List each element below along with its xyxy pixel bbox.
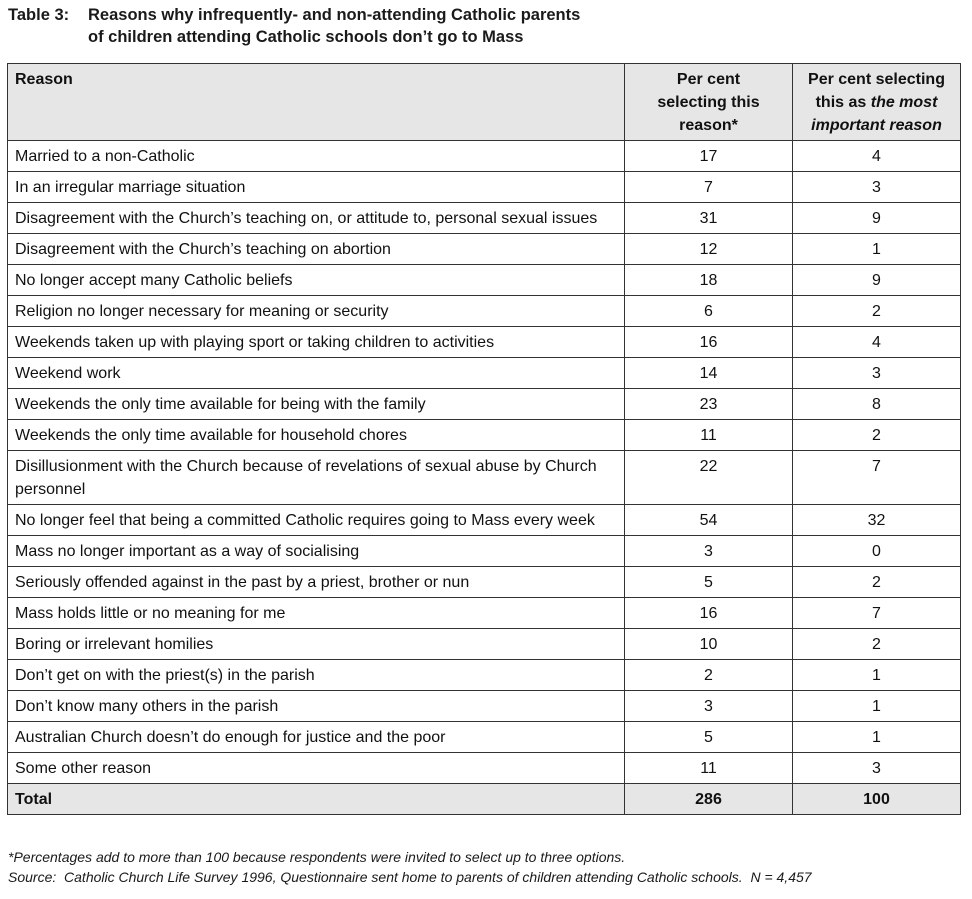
row-percent: 22 (625, 451, 793, 505)
row-reason: Disagreement with the Church’s teaching on abortion (8, 234, 625, 265)
row-reason: No longer feel that being a committed Catholic requires going to Mass every week (8, 505, 625, 536)
source-text: Catholic Church Life Survey 1996, Questionnaire sent home to parents of children attending Catholic schools. (64, 869, 743, 885)
row-most-important: 1 (793, 660, 961, 691)
row-percent: 23 (625, 389, 793, 420)
n-label: N (750, 869, 761, 885)
reasons-table (7, 63, 961, 815)
row-reason: Boring or irrelevant homilies (8, 629, 625, 660)
row-percent: 3 (625, 536, 793, 567)
table-row (8, 722, 961, 753)
total-most-important: 100 (793, 784, 961, 815)
row-reason: Australian Church doesn’t do enough for justice and the poor (8, 722, 625, 753)
table-row (8, 141, 961, 172)
row-reason: No longer accept many Catholic beliefs (8, 265, 625, 296)
row-reason: Weekends the only time available for household chores (8, 420, 625, 451)
row-percent: 5 (625, 722, 793, 753)
row-most-important: 2 (793, 567, 961, 598)
table-body (8, 141, 961, 784)
row-most-important: 4 (793, 141, 961, 172)
table-number: Table 3: (8, 6, 70, 24)
row-percent: 16 (625, 598, 793, 629)
table-row (8, 629, 961, 660)
row-reason: Mass no longer important as a way of socialising (8, 536, 625, 567)
header-percent-most-important (793, 64, 961, 141)
table-row (8, 660, 961, 691)
header-most-prefix: Per cent selecting this as (808, 71, 945, 111)
table-row (8, 172, 961, 203)
table-row (8, 265, 961, 296)
row-most-important: 0 (793, 536, 961, 567)
table-row (8, 536, 961, 567)
table-row (8, 567, 961, 598)
row-reason: Don’t know many others in the parish (8, 691, 625, 722)
row-most-important: 3 (793, 358, 961, 389)
table-row (8, 358, 961, 389)
row-reason: Some other reason (8, 753, 625, 784)
footnotes (8, 847, 812, 887)
header-row (8, 64, 961, 141)
table-row (8, 327, 961, 358)
header-reason: Reason (8, 64, 625, 141)
row-most-important: 32 (793, 505, 961, 536)
row-reason: Weekends taken up with playing sport or taking children to activities (8, 327, 625, 358)
row-percent: 14 (625, 358, 793, 389)
footnote-percentages: *Percentages add to more than 100 because respondents were invited to select up to three options. (8, 849, 626, 865)
row-reason: Religion no longer necessary for meaning or security (8, 296, 625, 327)
row-most-important: 1 (793, 691, 961, 722)
row-percent: 18 (625, 265, 793, 296)
row-percent: 2 (625, 660, 793, 691)
row-reason: Weekends the only time available for being with the family (8, 389, 625, 420)
row-percent: 16 (625, 327, 793, 358)
row-reason: Mass holds little or no meaning for me (8, 598, 625, 629)
row-most-important: 9 (793, 265, 961, 296)
table-row (8, 598, 961, 629)
source-label: Source: (8, 869, 57, 885)
row-most-important: 7 (793, 598, 961, 629)
row-percent: 11 (625, 420, 793, 451)
row-reason: In an irregular marriage situation (8, 172, 625, 203)
row-reason: Disagreement with the Church’s teaching on, or attitude to, personal sexual issues (8, 203, 625, 234)
row-percent: 10 (625, 629, 793, 660)
row-percent: 3 (625, 691, 793, 722)
row-most-important: 3 (793, 753, 961, 784)
row-percent: 12 (625, 234, 793, 265)
row-most-important: 2 (793, 420, 961, 451)
row-most-important: 7 (793, 451, 961, 505)
row-most-important: 8 (793, 389, 961, 420)
row-most-important: 4 (793, 327, 961, 358)
table-row (8, 203, 961, 234)
row-reason: Weekend work (8, 358, 625, 389)
row-most-important: 2 (793, 629, 961, 660)
n-value: = 4,457 (764, 869, 812, 885)
row-reason: Disillusionment with the Church because of revelations of sexual abuse by Church personnel (8, 451, 625, 505)
table-row (8, 389, 961, 420)
table-row (8, 505, 961, 536)
total-label: Total (8, 784, 625, 815)
total-row (8, 784, 961, 815)
row-most-important: 9 (793, 203, 961, 234)
row-percent: 11 (625, 753, 793, 784)
row-reason: Seriously offended against in the past by a priest, brother or nun (8, 567, 625, 598)
row-percent: 5 (625, 567, 793, 598)
row-reason: Don’t get on with the priest(s) in the parish (8, 660, 625, 691)
table-row (8, 234, 961, 265)
row-most-important: 1 (793, 234, 961, 265)
table-row (8, 753, 961, 784)
footnote-source (8, 867, 812, 887)
row-most-important: 1 (793, 722, 961, 753)
row-percent: 7 (625, 172, 793, 203)
header-percent-selecting (625, 64, 793, 141)
title-line-2: of children attending Catholic schools don’t go to Mass (88, 28, 524, 46)
header-percent-selecting-label: Per cent selecting this reason* (657, 71, 760, 134)
table-title (8, 4, 580, 48)
table-row (8, 691, 961, 722)
table-row (8, 296, 961, 327)
row-most-important: 2 (793, 296, 961, 327)
row-reason: Married to a non-Catholic (8, 141, 625, 172)
row-percent: 6 (625, 296, 793, 327)
title-line-1: Reasons why infrequently- and non-attending Catholic parents (88, 6, 581, 24)
table-row (8, 451, 961, 505)
header-most-italic: the most important reason (811, 94, 942, 134)
row-percent: 17 (625, 141, 793, 172)
total-percent: 286 (625, 784, 793, 815)
row-percent: 54 (625, 505, 793, 536)
table-row (8, 420, 961, 451)
row-percent: 31 (625, 203, 793, 234)
row-most-important: 3 (793, 172, 961, 203)
